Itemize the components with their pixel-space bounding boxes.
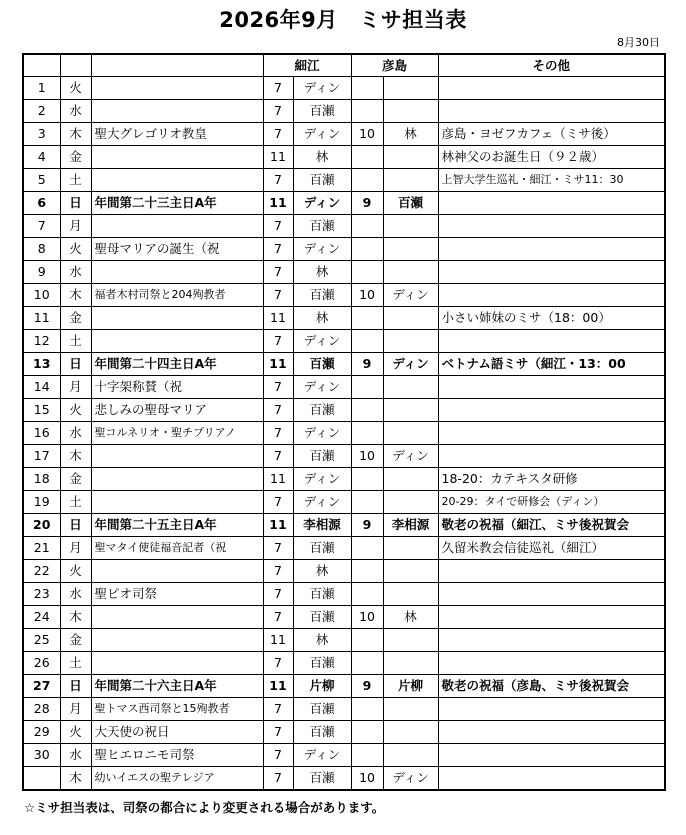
hosoe-time-cell: 11 — [263, 629, 293, 652]
table-row — [23, 146, 665, 169]
hikoshima-priest-cell — [383, 537, 438, 560]
hikoshima-priest-cell — [383, 721, 438, 744]
day-cell: 14 — [23, 376, 60, 399]
event-cell — [91, 215, 263, 238]
table-row — [23, 284, 665, 307]
day-cell: 24 — [23, 606, 60, 629]
event-cell — [91, 77, 263, 100]
hosoe-priest-cell: 百瀬 — [293, 537, 351, 560]
table-row — [23, 123, 665, 146]
event-cell: 悲しみの聖母マリア — [91, 399, 263, 422]
event-cell: 年間第二十三主日A年 — [91, 192, 263, 215]
day-cell: 6 — [23, 192, 60, 215]
other-note-cell — [438, 77, 665, 100]
hosoe-time-cell: 7 — [263, 583, 293, 606]
weekday-cell: 土 — [60, 491, 91, 514]
table-row — [23, 399, 665, 422]
hikoshima-priest-cell: ディン — [383, 353, 438, 376]
hosoe-time-cell: 7 — [263, 376, 293, 399]
weekday-cell: 月 — [60, 537, 91, 560]
hosoe-priest-cell: 百瀬 — [293, 698, 351, 721]
other-note-cell: 彦島・ヨゼフカフェ（ミサ後） — [438, 123, 665, 146]
table-row — [23, 652, 665, 675]
table-row — [23, 238, 665, 261]
hikoshima-time-cell — [351, 399, 383, 422]
table-row — [23, 376, 665, 399]
other-note-cell: 敬老の祝福（彦島、ミサ後祝賀会 — [438, 675, 665, 698]
event-cell — [91, 606, 263, 629]
hosoe-time-cell: 7 — [263, 123, 293, 146]
day-cell: 22 — [23, 560, 60, 583]
header-day — [23, 54, 60, 77]
table-row — [23, 537, 665, 560]
updated-date: 8月30日 — [617, 36, 660, 49]
weekday-cell: 木 — [60, 606, 91, 629]
hosoe-time-cell: 7 — [263, 238, 293, 261]
table-row — [23, 215, 665, 238]
day-cell: 8 — [23, 238, 60, 261]
hikoshima-priest-cell: ディン — [383, 445, 438, 468]
hosoe-time-cell: 11 — [263, 307, 293, 330]
event-cell — [91, 629, 263, 652]
event-cell: 幼いイエスの聖テレジア — [91, 767, 263, 791]
hosoe-priest-cell: 林 — [293, 146, 351, 169]
hosoe-time-cell: 7 — [263, 606, 293, 629]
hosoe-priest-cell: 百瀬 — [293, 583, 351, 606]
hikoshima-priest-cell — [383, 399, 438, 422]
weekday-cell: 火 — [60, 238, 91, 261]
other-note-cell — [438, 767, 665, 791]
table-row — [23, 169, 665, 192]
hosoe-time-cell: 7 — [263, 100, 293, 123]
weekday-cell: 水 — [60, 422, 91, 445]
hikoshima-time-cell: 10 — [351, 445, 383, 468]
event-cell — [91, 491, 263, 514]
hikoshima-time-cell: 9 — [351, 192, 383, 215]
event-cell: 福者木村司祭と204殉教者 — [91, 284, 263, 307]
hikoshima-priest-cell — [383, 77, 438, 100]
event-cell — [91, 560, 263, 583]
hikoshima-time-cell: 9 — [351, 675, 383, 698]
day-cell: 15 — [23, 399, 60, 422]
weekday-cell: 月 — [60, 215, 91, 238]
page-title: 2026年9月 ミサ担当表 — [219, 8, 467, 32]
day-cell: 18 — [23, 468, 60, 491]
weekday-cell: 金 — [60, 629, 91, 652]
hikoshima-priest-cell — [383, 100, 438, 123]
day-cell: 2 — [23, 100, 60, 123]
hosoe-time-cell: 7 — [263, 399, 293, 422]
day-cell: 7 — [23, 215, 60, 238]
hosoe-time-cell: 7 — [263, 744, 293, 767]
hikoshima-priest-cell: 百瀬 — [383, 192, 438, 215]
day-cell: 5 — [23, 169, 60, 192]
day-cell: 10 — [23, 284, 60, 307]
hosoe-time-cell: 7 — [263, 215, 293, 238]
hikoshima-time-cell — [351, 100, 383, 123]
hikoshima-time-cell — [351, 721, 383, 744]
hosoe-time-cell: 7 — [263, 422, 293, 445]
weekday-cell: 火 — [60, 77, 91, 100]
hikoshima-priest-cell: 林 — [383, 123, 438, 146]
weekday-cell: 月 — [60, 698, 91, 721]
table-row — [23, 422, 665, 445]
other-note-cell — [438, 560, 665, 583]
hikoshima-time-cell — [351, 307, 383, 330]
other-note-cell — [438, 284, 665, 307]
hikoshima-priest-cell — [383, 376, 438, 399]
weekday-cell: 土 — [60, 169, 91, 192]
day-cell: 25 — [23, 629, 60, 652]
event-cell: 年間第二十四主日A年 — [91, 353, 263, 376]
event-cell: 十字架称賛（祝 — [91, 376, 263, 399]
hikoshima-priest-cell — [383, 583, 438, 606]
hikoshima-time-cell — [351, 376, 383, 399]
hosoe-time-cell: 7 — [263, 77, 293, 100]
hikoshima-time-cell: 9 — [351, 514, 383, 537]
hosoe-priest-cell: 百瀬 — [293, 652, 351, 675]
hosoe-priest-cell: ディン — [293, 238, 351, 261]
hikoshima-time-cell — [351, 652, 383, 675]
weekday-cell: 金 — [60, 146, 91, 169]
day-cell: 28 — [23, 698, 60, 721]
hikoshima-time-cell — [351, 422, 383, 445]
table-row — [23, 675, 665, 698]
event-cell — [91, 468, 263, 491]
mass-schedule-table — [22, 53, 666, 791]
table-row — [23, 77, 665, 100]
day-cell: 29 — [23, 721, 60, 744]
hikoshima-time-cell — [351, 468, 383, 491]
hosoe-time-cell: 7 — [263, 261, 293, 284]
table-row — [23, 698, 665, 721]
other-note-cell: 敬老の祝福（細江、ミサ後祝賀会 — [438, 514, 665, 537]
header-hosoe: 細江 — [263, 54, 351, 77]
event-cell: 聖コルネリオ・聖チプリアノ — [91, 422, 263, 445]
hosoe-priest-cell: ディン — [293, 123, 351, 146]
hikoshima-time-cell: 10 — [351, 284, 383, 307]
hikoshima-time-cell — [351, 215, 383, 238]
day-cell: 1 — [23, 77, 60, 100]
hosoe-priest-cell: 片柳 — [293, 675, 351, 698]
event-cell — [91, 146, 263, 169]
hikoshima-time-cell — [351, 238, 383, 261]
event-cell: 聖ピオ司祭 — [91, 583, 263, 606]
hikoshima-time-cell — [351, 698, 383, 721]
hikoshima-time-cell: 9 — [351, 353, 383, 376]
hosoe-priest-cell: ディン — [293, 192, 351, 215]
weekday-cell: 日 — [60, 353, 91, 376]
other-note-cell — [438, 330, 665, 353]
hikoshima-priest-cell: 片柳 — [383, 675, 438, 698]
table-row — [23, 514, 665, 537]
event-cell: 聖大グレゴリオ教皇 — [91, 123, 263, 146]
hikoshima-priest-cell — [383, 422, 438, 445]
hosoe-priest-cell: 百瀬 — [293, 284, 351, 307]
hosoe-priest-cell: 百瀬 — [293, 215, 351, 238]
hosoe-priest-cell: 李相源 — [293, 514, 351, 537]
hikoshima-time-cell — [351, 537, 383, 560]
event-cell: 年間第二十六主日A年 — [91, 675, 263, 698]
day-cell: 23 — [23, 583, 60, 606]
event-cell — [91, 330, 263, 353]
weekday-cell: 日 — [60, 192, 91, 215]
header-event — [91, 54, 263, 77]
event-cell: 年間第二十五主日A年 — [91, 514, 263, 537]
event-cell — [91, 652, 263, 675]
other-note-cell — [438, 721, 665, 744]
hosoe-time-cell: 7 — [263, 698, 293, 721]
day-cell: 19 — [23, 491, 60, 514]
table-row — [23, 629, 665, 652]
event-cell — [91, 307, 263, 330]
weekday-cell: 日 — [60, 675, 91, 698]
other-note-cell — [438, 698, 665, 721]
hikoshima-priest-cell: ディン — [383, 284, 438, 307]
hosoe-time-cell: 7 — [263, 537, 293, 560]
hosoe-time-cell: 7 — [263, 767, 293, 791]
weekday-cell: 金 — [60, 468, 91, 491]
weekday-cell: 月 — [60, 376, 91, 399]
weekday-cell: 火 — [60, 560, 91, 583]
hikoshima-time-cell — [351, 629, 383, 652]
day-cell: 17 — [23, 445, 60, 468]
day-cell: 9 — [23, 261, 60, 284]
day-cell: 27 — [23, 675, 60, 698]
event-cell: 聖ヒエロニモ司祭 — [91, 744, 263, 767]
hikoshima-time-cell — [351, 583, 383, 606]
hikoshima-time-cell — [351, 330, 383, 353]
hikoshima-time-cell: 10 — [351, 606, 383, 629]
hosoe-priest-cell: 林 — [293, 560, 351, 583]
table-row — [23, 192, 665, 215]
other-note-cell — [438, 583, 665, 606]
hosoe-time-cell: 7 — [263, 284, 293, 307]
other-note-cell — [438, 376, 665, 399]
day-cell: 26 — [23, 652, 60, 675]
other-note-cell: 上智大学生巡礼・細江・ミサ11：30 — [438, 169, 665, 192]
hikoshima-priest-cell: ディン — [383, 767, 438, 791]
hosoe-priest-cell: ディン — [293, 77, 351, 100]
hikoshima-time-cell — [351, 491, 383, 514]
table-row — [23, 445, 665, 468]
other-note-cell — [438, 652, 665, 675]
hikoshima-time-cell — [351, 744, 383, 767]
table-row — [23, 307, 665, 330]
header-hikoshima: 彦島 — [351, 54, 438, 77]
other-note-cell — [438, 238, 665, 261]
hosoe-priest-cell: 林 — [293, 629, 351, 652]
footer-note: ☆ミサ担当表は、司祭の都合により変更される場合があります。 — [24, 800, 385, 815]
day-cell: 11 — [23, 307, 60, 330]
other-note-cell — [438, 422, 665, 445]
event-cell — [91, 100, 263, 123]
weekday-cell: 土 — [60, 652, 91, 675]
day-cell: 30 — [23, 744, 60, 767]
header-other: その他 — [438, 54, 665, 77]
hikoshima-time-cell: 10 — [351, 767, 383, 791]
hosoe-priest-cell: 百瀬 — [293, 100, 351, 123]
day-cell — [23, 767, 60, 791]
table-row — [23, 583, 665, 606]
hosoe-priest-cell: 百瀬 — [293, 169, 351, 192]
hosoe-priest-cell: ディン — [293, 376, 351, 399]
weekday-cell: 木 — [60, 767, 91, 791]
weekday-cell: 金 — [60, 307, 91, 330]
hikoshima-time-cell — [351, 146, 383, 169]
table-row — [23, 468, 665, 491]
hikoshima-priest-cell — [383, 169, 438, 192]
table-row — [23, 721, 665, 744]
other-note-cell — [438, 215, 665, 238]
hikoshima-priest-cell: 李相源 — [383, 514, 438, 537]
weekday-cell: 日 — [60, 514, 91, 537]
hosoe-priest-cell: ディン — [293, 491, 351, 514]
day-cell: 13 — [23, 353, 60, 376]
hosoe-priest-cell: ディン — [293, 422, 351, 445]
day-cell: 16 — [23, 422, 60, 445]
event-cell — [91, 169, 263, 192]
hosoe-priest-cell: 百瀬 — [293, 353, 351, 376]
hikoshima-time-cell — [351, 261, 383, 284]
other-note-cell: 小さい姉妹のミサ（18：00） — [438, 307, 665, 330]
other-note-cell: 林神父のお誕生日（９２歳） — [438, 146, 665, 169]
event-cell: 聖母マリアの誕生（祝 — [91, 238, 263, 261]
event-cell — [91, 261, 263, 284]
hikoshima-priest-cell — [383, 468, 438, 491]
weekday-cell: 木 — [60, 445, 91, 468]
hikoshima-time-cell: 10 — [351, 123, 383, 146]
other-note-cell — [438, 629, 665, 652]
hosoe-priest-cell: ディン — [293, 744, 351, 767]
table-row — [23, 353, 665, 376]
hikoshima-priest-cell — [383, 330, 438, 353]
hikoshima-priest-cell — [383, 744, 438, 767]
weekday-cell: 木 — [60, 123, 91, 146]
weekday-cell: 火 — [60, 721, 91, 744]
hikoshima-priest-cell — [383, 307, 438, 330]
hosoe-priest-cell: 百瀬 — [293, 721, 351, 744]
table-row — [23, 606, 665, 629]
weekday-cell: 土 — [60, 330, 91, 353]
hosoe-time-cell: 11 — [263, 468, 293, 491]
other-note-cell — [438, 445, 665, 468]
hikoshima-priest-cell — [383, 652, 438, 675]
hosoe-time-cell: 11 — [263, 514, 293, 537]
weekday-cell: 水 — [60, 744, 91, 767]
other-note-cell — [438, 192, 665, 215]
other-note-cell — [438, 399, 665, 422]
table-row — [23, 330, 665, 353]
other-note-cell — [438, 100, 665, 123]
hosoe-priest-cell: 林 — [293, 307, 351, 330]
other-note-cell: ベトナム語ミサ（細江・13：00 — [438, 353, 665, 376]
hikoshima-priest-cell — [383, 698, 438, 721]
other-note-cell: 20-29：タイで研修会（ディン） — [438, 491, 665, 514]
other-note-cell — [438, 606, 665, 629]
hosoe-time-cell: 7 — [263, 652, 293, 675]
hikoshima-priest-cell — [383, 261, 438, 284]
day-cell: 20 — [23, 514, 60, 537]
header-weekday — [60, 54, 91, 77]
hosoe-priest-cell: ディン — [293, 330, 351, 353]
hikoshima-time-cell — [351, 169, 383, 192]
table-row — [23, 744, 665, 767]
hosoe-time-cell: 7 — [263, 721, 293, 744]
hosoe-priest-cell: 林 — [293, 261, 351, 284]
day-cell: 21 — [23, 537, 60, 560]
hosoe-time-cell: 7 — [263, 491, 293, 514]
hikoshima-priest-cell — [383, 560, 438, 583]
hosoe-time-cell: 7 — [263, 560, 293, 583]
hosoe-time-cell: 7 — [263, 169, 293, 192]
hosoe-priest-cell: 百瀬 — [293, 445, 351, 468]
table-row — [23, 767, 665, 791]
other-note-cell — [438, 744, 665, 767]
hikoshima-priest-cell — [383, 146, 438, 169]
hosoe-time-cell: 7 — [263, 445, 293, 468]
hosoe-time-cell: 11 — [263, 146, 293, 169]
day-cell: 12 — [23, 330, 60, 353]
hosoe-priest-cell: 百瀬 — [293, 767, 351, 791]
hosoe-time-cell: 11 — [263, 675, 293, 698]
event-cell: 聖トマス西司祭と15殉教者 — [91, 698, 263, 721]
other-note-cell: 久留米教会信徒巡礼（細江） — [438, 537, 665, 560]
table-header-row — [23, 54, 665, 77]
weekday-cell: 水 — [60, 100, 91, 123]
hosoe-priest-cell: ディン — [293, 468, 351, 491]
event-cell — [91, 445, 263, 468]
table-row — [23, 100, 665, 123]
table-row — [23, 261, 665, 284]
hosoe-priest-cell: 百瀬 — [293, 399, 351, 422]
hikoshima-priest-cell — [383, 491, 438, 514]
hikoshima-priest-cell — [383, 215, 438, 238]
hosoe-priest-cell: 百瀬 — [293, 606, 351, 629]
hosoe-time-cell: 11 — [263, 192, 293, 215]
table-row — [23, 491, 665, 514]
hikoshima-priest-cell: 林 — [383, 606, 438, 629]
event-cell: 大天使の祝日 — [91, 721, 263, 744]
day-cell: 3 — [23, 123, 60, 146]
hosoe-time-cell: 11 — [263, 353, 293, 376]
event-cell: 聖マタイ使徒福音記者（祝 — [91, 537, 263, 560]
table-row — [23, 560, 665, 583]
other-note-cell: 18-20：カテキスタ研修 — [438, 468, 665, 491]
hikoshima-time-cell — [351, 77, 383, 100]
hosoe-time-cell: 7 — [263, 330, 293, 353]
other-note-cell — [438, 261, 665, 284]
weekday-cell: 水 — [60, 583, 91, 606]
weekday-cell: 木 — [60, 284, 91, 307]
hikoshima-time-cell — [351, 560, 383, 583]
weekday-cell: 火 — [60, 399, 91, 422]
hikoshima-priest-cell — [383, 629, 438, 652]
weekday-cell: 水 — [60, 261, 91, 284]
day-cell: 4 — [23, 146, 60, 169]
hikoshima-priest-cell — [383, 238, 438, 261]
